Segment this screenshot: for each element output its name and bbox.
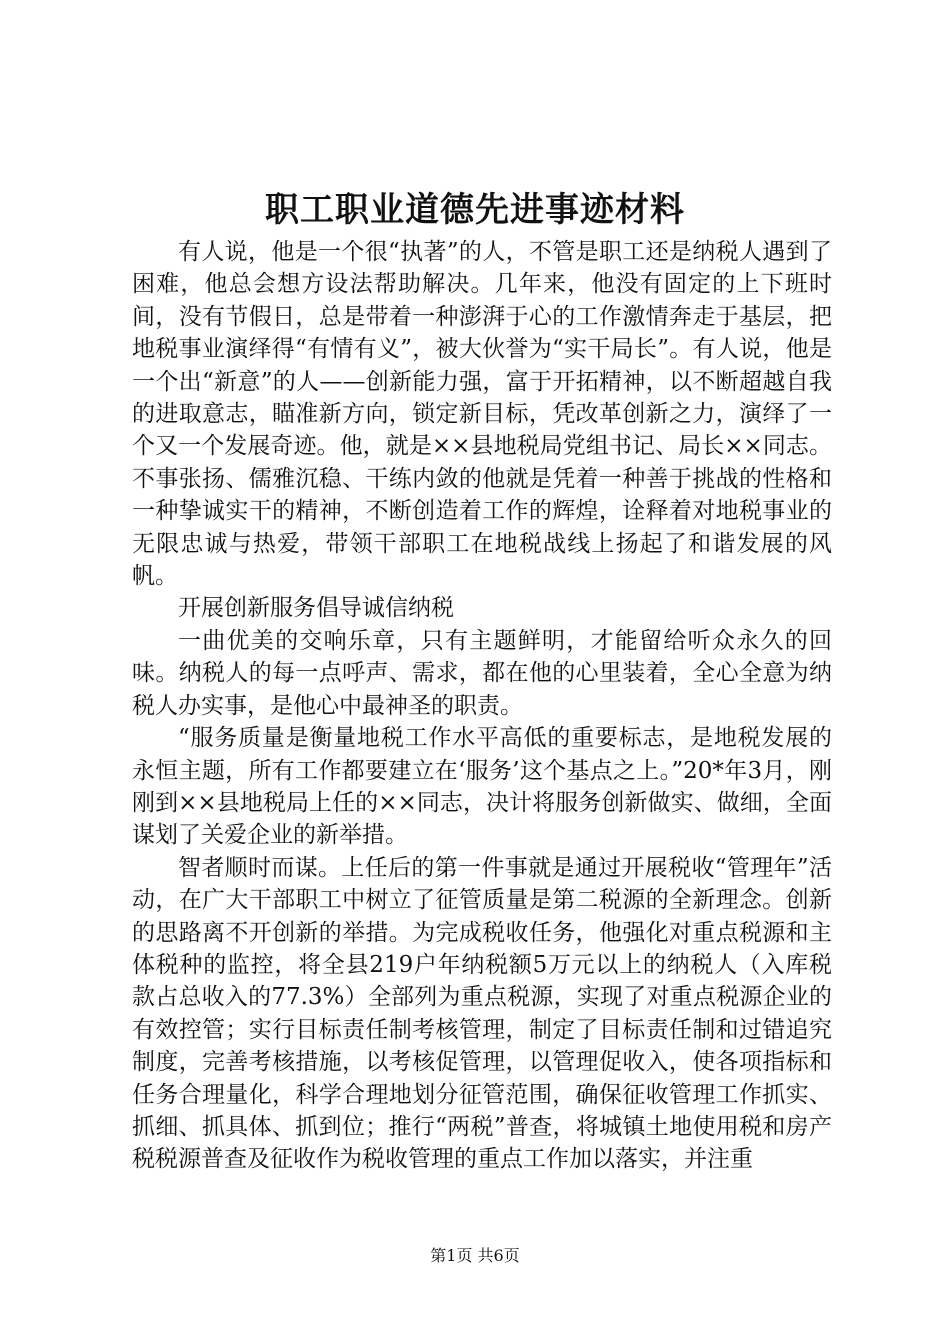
paragraph-symphony: 一曲优美的交响乐章，只有主题鲜明，才能留给听众永久的回味。纳税人的每一点呼声、需求，都在他的心里装着，全心全意为纳税人办实事，是他心中最神圣的职责。 (132, 627, 832, 719)
paragraph-intro: 有人说，他是一个很“执著”的人，不管是职工还是纳税人遇到了困难，他总会想方设法帮助解决。几年来，他没有固定的上下班时间，没有节假日，总是带着一种澎湃于心的工作激情奔走于基层，把地税事业演绎得“有情有义”，被大伙誉为“实干局长”。有人说，他是一个出“新意”的人——创新能力强，富于开拓精神，以不断超越自我的进取意志，瞄准新方向，锁定新目标，凭改革创新之力，演绎了一个又一个发展奇迹。他，就是××县地税局党组书记、局长××同志。不事张扬、儒雅沉稳、干练内敛的他就是凭着一种善于挑战的性格和一种挚诚实干的精神，不断创造着工作的辉煌，诠释着对地税事业的无限忠诚与热爱，带领干部职工在地税战线上扬起了和谐发展的风帆。 (132, 239, 832, 590)
page-number-footer: 第1页 共6页 (430, 1246, 520, 1265)
paragraph-management-year: 智者顺时而谋。上任后的第一件事就是通过开展税收“管理年”活动，在广大干部职工中树立了征管质量是第二税源的全新理念。创新的思路离不开创新的举措。为完成税收任务，他强化对重点税源和主体税种的监控，将全县219户年纳税额5万元以上的纳税人（入库税款占总收入的77.3%）全部列为重点税源，实现了对重点税源企业的有效控管；实行目标责任制考核管理，制定了目标责任制和过错追究制度，完善考核措施，以考核促管理，以管理促收入，使各项指标和任务合理量化，科学合理地划分征管范围，确保征收管理工作抓实、抓细、抓具体、抓到位；推行“两税”普查，将城镇土地使用税和房产税税源普查及征收作为税收管理的重点工作加以落实，并注重 (132, 854, 832, 1173)
paragraph-service-quality: “服务质量是衡量地税工作水平高低的重要标志，是地税发展的永恒主题，所有工作都要建立在‘服务’这个基点之上。”20*年3月，刚刚到××县地税局上任的××同志，决计将服务创新做实、做细，全面谋划了关爱企业的新举措。 (132, 725, 832, 849)
section-heading: 开展创新服务倡导诚信纳税 (178, 595, 454, 622)
document-title: 职工职业道德先进事迹材料 (265, 190, 685, 230)
document-body (132, 236, 832, 1176)
